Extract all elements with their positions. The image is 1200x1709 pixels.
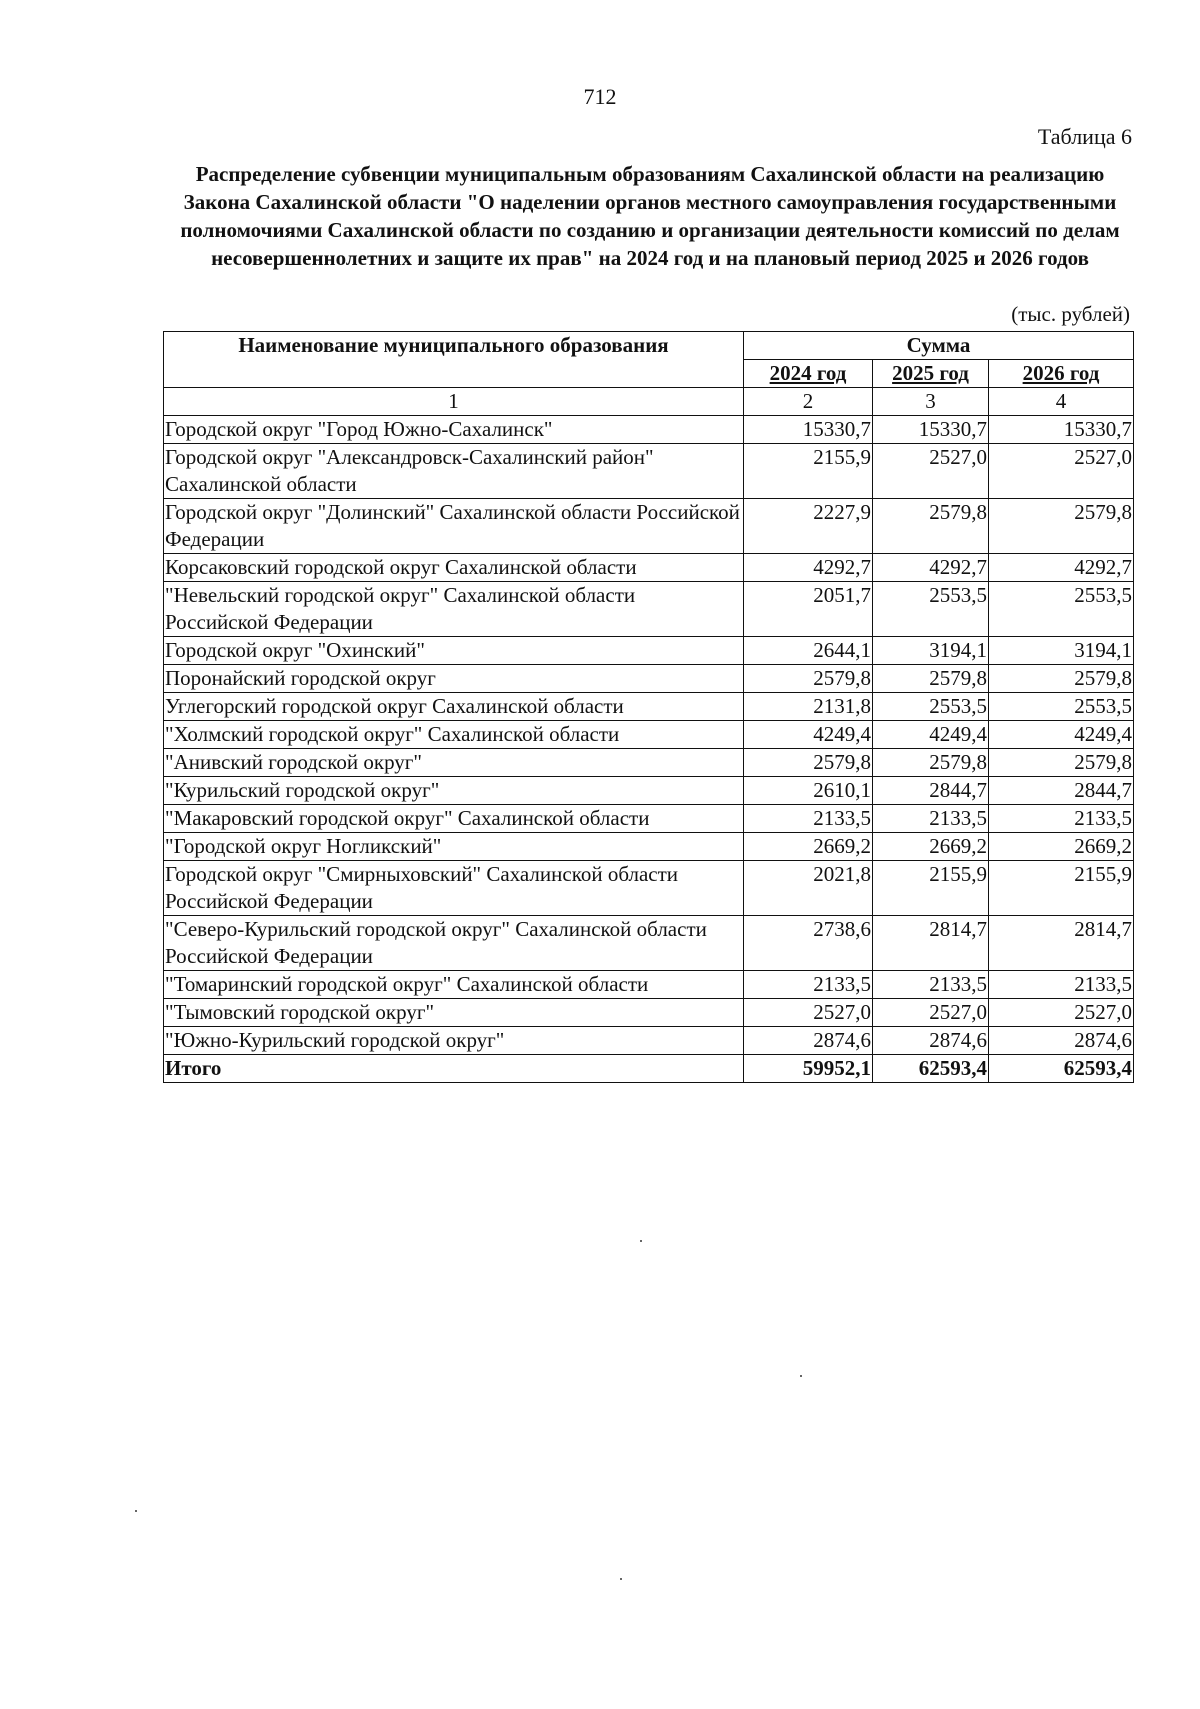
column-number: 1 [164,388,744,416]
scan-speck [800,1375,802,1377]
table-row [164,999,1134,1027]
value-2025: 2579,8 [873,499,989,554]
table-row [164,554,1134,582]
value-2026: 2874,6 [989,1027,1134,1055]
value-2026: 2669,2 [989,833,1134,861]
document-title: Распределение субвенции муниципальным образованиям Сахалинской области на реализацию Закона Сахалинской области "О наделении органов местного самоуправления государственными полномочиями Сахалинской области по созданию и организации деятельности комиссий по делам несовершеннолетних и защите их прав" на 2024 год и на плановый период 2025 и 2026 годов [180,162,1120,270]
page-number: 712 [583,84,617,109]
table-row [164,665,1134,693]
value-2026: 2579,8 [989,665,1134,693]
scan-speck [135,1510,137,1512]
table-row [164,916,1134,971]
municipality-name: Углегорский городской округ Сахалинской области [164,693,744,721]
value-2026: 2579,8 [989,749,1134,777]
value-2026: 2553,5 [989,582,1134,637]
municipality-name: "Холмский городской округ" Сахалинской области [164,721,744,749]
table-row [164,637,1134,665]
value-2025: 2527,0 [873,444,989,499]
municipality-name: Городской округ "Город Южно-Сахалинск" [164,416,744,444]
table-row [164,833,1134,861]
table-row [164,582,1134,637]
municipality-name: "Невельский городской округ" Сахалинской области Российской Федерации [164,582,744,637]
table-row [164,499,1134,554]
municipality-name: "Северо-Курильский городской округ" Сахалинской области Российской Федерации [164,916,744,971]
value-2024: 2527,0 [744,999,873,1027]
value-2026: 2133,5 [989,971,1134,999]
value-2026: 2814,7 [989,916,1134,971]
value-2026: 2579,8 [989,499,1134,554]
municipality-name: Городской округ "Смирныховский" Сахалинской области Российской Федерации [164,861,744,916]
value-2026: 2553,5 [989,693,1134,721]
header-row [164,332,1134,360]
scan-speck [640,1240,642,1242]
table-row [164,971,1134,999]
value-2026: 2527,0 [989,444,1134,499]
value-2025: 2133,5 [873,805,989,833]
value-2026: 2155,9 [989,861,1134,916]
total-label: Итого [164,1055,744,1083]
value-2024: 2579,8 [744,749,873,777]
value-2026: 3194,1 [989,637,1134,665]
value-2025: 2579,8 [873,665,989,693]
value-2024: 2644,1 [744,637,873,665]
value-2025: 4292,7 [873,554,989,582]
value-2024: 2021,8 [744,861,873,916]
municipality-name: Городской округ "Александровск-Сахалинский район" Сахалинской области [164,444,744,499]
value-2026: 2844,7 [989,777,1134,805]
table-row [164,444,1134,499]
total-2024: 59952,1 [744,1055,873,1083]
value-2025: 2155,9 [873,861,989,916]
value-2026: 15330,7 [989,416,1134,444]
table-row [164,721,1134,749]
value-2026: 2133,5 [989,805,1134,833]
municipality-name: Поронайский городской округ [164,665,744,693]
municipality-name: "Макаровский городской округ" Сахалинской области [164,805,744,833]
municipality-name: Городской округ "Охинский" [164,637,744,665]
value-2024: 2133,5 [744,805,873,833]
value-2025: 2814,7 [873,916,989,971]
value-2025: 2669,2 [873,833,989,861]
value-2024: 2669,2 [744,833,873,861]
value-2025: 15330,7 [873,416,989,444]
value-2024: 4249,4 [744,721,873,749]
header-name: Наименование муниципального образования [164,332,744,388]
municipality-name: "Городской округ Ногликский" [164,833,744,861]
municipality-name: "Курильский городской округ" [164,777,744,805]
table-body [164,416,1134,1055]
value-2024: 2579,8 [744,665,873,693]
value-2025: 2553,5 [873,693,989,721]
scan-speck [620,1578,622,1580]
total-2025: 62593,4 [873,1055,989,1083]
total-2026: 62593,4 [989,1055,1134,1083]
value-2024: 2155,9 [744,444,873,499]
value-2024: 2131,8 [744,693,873,721]
header-sum: Сумма [744,332,1134,360]
table-row [164,749,1134,777]
value-2025: 2133,5 [873,971,989,999]
column-number: 2 [744,388,873,416]
header-year-2024: 2024 год [744,360,873,388]
value-2024: 2874,6 [744,1027,873,1055]
value-2026: 4249,4 [989,721,1134,749]
municipality-name: "Томаринский городской округ" Сахалинской области [164,971,744,999]
column-number-row [164,388,1134,416]
value-2024: 2133,5 [744,971,873,999]
column-number: 4 [989,388,1134,416]
table-row [164,416,1134,444]
value-2025: 2553,5 [873,582,989,637]
table-row [164,693,1134,721]
total-row [164,1055,1134,1083]
value-2025: 3194,1 [873,637,989,665]
value-2025: 4249,4 [873,721,989,749]
value-2025: 2874,6 [873,1027,989,1055]
value-2025: 2844,7 [873,777,989,805]
municipality-name: "Анивский городской округ" [164,749,744,777]
value-2024: 15330,7 [744,416,873,444]
table-row [164,777,1134,805]
column-number: 3 [873,388,989,416]
value-2025: 2579,8 [873,749,989,777]
value-2026: 2527,0 [989,999,1134,1027]
municipality-name: "Южно-Курильский городской округ" [164,1027,744,1055]
value-2024: 2738,6 [744,916,873,971]
subvention-table [163,331,1134,1083]
units-note: (тыс. рублей) [1011,302,1130,326]
municipality-name: "Тымовский городской округ" [164,999,744,1027]
value-2025: 2527,0 [873,999,989,1027]
value-2024: 2051,7 [744,582,873,637]
header-year-2026: 2026 год [989,360,1134,388]
table-row [164,861,1134,916]
municipality-name: Городской округ "Долинский" Сахалинской области Российской Федерации [164,499,744,554]
header-year-2025: 2025 год [873,360,989,388]
table-label: Таблица 6 [1037,124,1132,149]
municipality-name: Корсаковский городской округ Сахалинской области [164,554,744,582]
value-2024: 2610,1 [744,777,873,805]
table-row [164,805,1134,833]
value-2026: 4292,7 [989,554,1134,582]
value-2024: 2227,9 [744,499,873,554]
table-row [164,1027,1134,1055]
value-2024: 4292,7 [744,554,873,582]
